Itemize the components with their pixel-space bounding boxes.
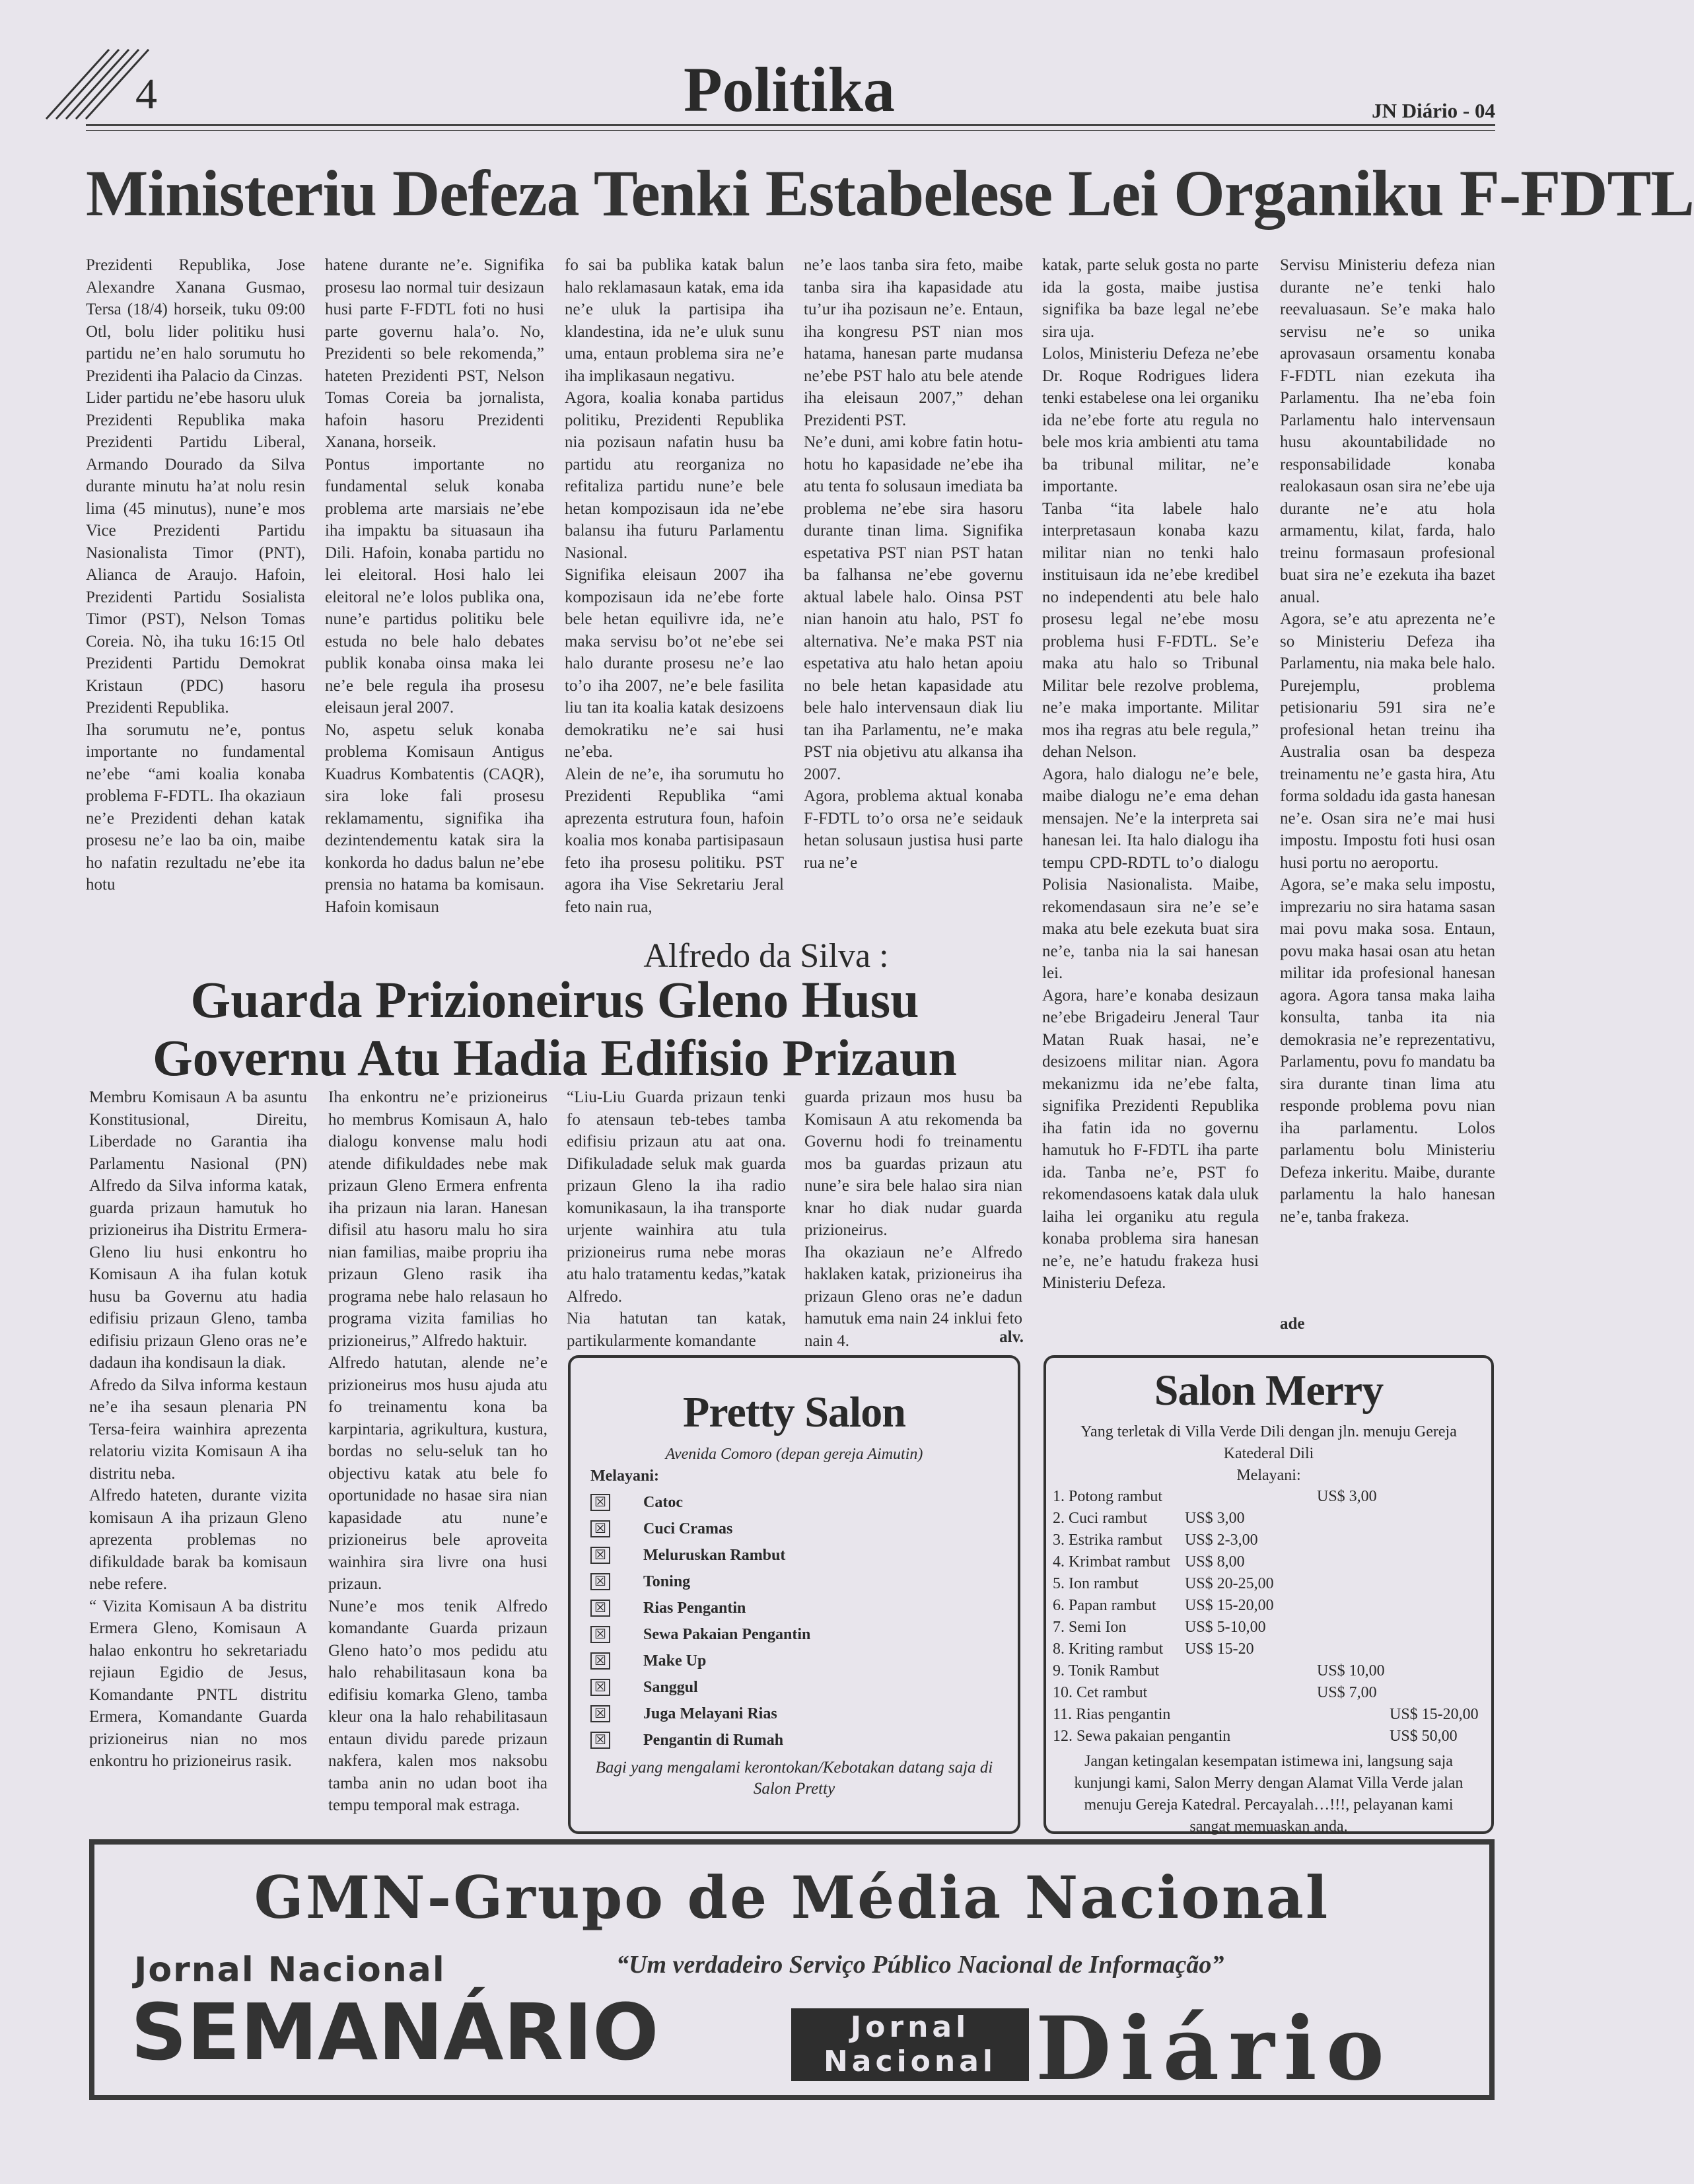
paragraph: Pontus importante no fundamental seluk konaba problema arte marsiais ne’ebe iha impaktu ba situasaun iha Dili. Hafoin, konaba partidu no lei eleitoral. Hosi halo lei eleitoral ne’e lolos publika ona, nune’e partidus politiku bele estuda no bele halo debates publik konaba oinsa maka lei ne’e bele regula iha prosesu eleisaun jeral 2007.: [325, 455, 544, 717]
paragraph: ne’e laos tanba sira feto, maibe tanba sira iha kapasidade atu tu’ur iha pozisaun ne’e. Entaun, iha kongresu PST nian mos hatama, hanesan parte mudansa ne’ebe PST halo atu bele atende iha eleisaun 2007,” dehan Prezidenti PST.: [804, 256, 1023, 429]
checkbox-icon: ☒: [590, 1573, 610, 1590]
service-name: 10. Cet rambut: [1053, 1684, 1148, 1701]
service-label: Make Up: [643, 1652, 707, 1670]
service-item: [590, 1568, 1018, 1595]
paragraph: Prezidenti Republika, Jose Alexandre Xanana Gusmao, Tersa (18/4) horseik, tuku 09:00 Otl, bolu lider politiku husi partidu ne’en halo sorumutu ho Prezidenti iha Palacio da Cinzas.: [86, 256, 305, 385]
pretty-salon-title: Pretty Salon: [683, 1388, 905, 1436]
pretty-salon-ad: [568, 1355, 1020, 1834]
service-price: US$ 15-20: [1185, 1640, 1254, 1658]
article-column-1: [86, 254, 305, 941]
paragraph: Nune’e mos tenik Alfredo komandante Guarda prizaun Gleno hato’o mos pedidu atu halo rehabilitasaun kona ba edifisiu komarka Gleno, tamba kleur ona la halo rehabilitasaun entaun dividu parede prizaun nakfera, kalen mos naksobu tamba anin no udan boot iha tempu temporal mak estraga.: [328, 1597, 547, 1814]
service-label: Catoc: [643, 1493, 683, 1511]
header-rule-thin: [86, 130, 1495, 131]
paragraph: Agora, koalia konaba partidus politiku, Prezidenti Republika nia pozisaun nafatin husu ba partidu atu reorganiza no refitaliza partidu nune’e bele hetan kompozisaun ida ne’ebe balansu iha futuru Parlamentu Nasional.: [565, 389, 784, 562]
service-label: Juga Melayani Rias: [643, 1705, 777, 1722]
price-row: [1053, 1488, 1491, 1510]
service-name: 4. Krimbat rambut: [1053, 1553, 1170, 1570]
paragraph: “Liu-Liu Guarda prizaun tenki fo atensaun teb-tebes tamba edifisiu prizaun atu aat ona. Difikuladade seluk mak guarda prizaun Gleno la iha radio komunikasaun, la iha transporte urjente wainhira atu tula prizioneirus ruma nebe moras atu halo tratamentu kedas,”katak Alfredo.: [567, 1088, 786, 1306]
service-name: 8. Kriting rambut: [1053, 1640, 1164, 1658]
paragraph: Alfredo hateten, durante vizita komisaun A iha prizaun Gleno aprezenta problemas no difikuldade barak ba komisaun nebe refere.: [89, 1487, 307, 1593]
checkbox-icon: ☒: [590, 1494, 610, 1511]
paragraph: Alfredo hatutan, alende ne’e prizioneirus mos husu ajuda atu fo treinamentu kona ba karpintaria, agrikultura, kustura, bordas no selu-seluk tan ho objectivu katak atu bele fo oportunidade no hasae sira nian kapasidade atu nune’e prizioneirus bele aproveita wainhira sira livre ona husi prizaun.: [328, 1354, 547, 1593]
service-label: Sewa Pakaian Pengantin: [643, 1625, 811, 1643]
service-name: 6. Papan rambut: [1053, 1597, 1156, 1614]
paragraph: Agora, halo dialogu ne’e bele, maibe dialogu ne’e ema dehan mensajen. Ne’e la interpreta sai hanesan lei. Ita halo dialogu iha tempu CPD-RDTL to’o dialogu Polisia Nasionalista. Maibe, rekomendasaun sira ne’e se’e maka atu bele ezekuta buat sira ne’e, tanba nia la sai hanesan lei.: [1042, 765, 1259, 982]
salon-merry-services-heading: Melayani:: [1236, 1467, 1301, 1484]
salon-merry-footer: Jangan ketingalan kesempatan istimewa ini, langsung saja kunjungi kami, Salon Merry dengan Alamat Villa Verde jalan menuju Gereja Katedral. Percayalah…!!!, pelayanan kami sangat memuaskan anda.: [1074, 1753, 1464, 1835]
paragraph: Lider partidu ne’ebe hasoru uluk Prezidenti Republika maka Prezidenti Partidu Liberal, Armando Dourado da Silva durante minutu ha’at nolu resin lima (45 minutus), nune’e mos Vice Prezidenti Partidu Nasionalista Timor (PNT), Alianca de Araujo. Hafoin, Prezidenti Partidu Sosialista Timor (PST), Nelson Tomas Coreia. Nò, iha tuku 16:15 Otl Prezidenti Partidu Demokrat Kristaun (PDC) hasoru Prezidenti Republika.: [86, 389, 305, 717]
service-label: Meluruskan Rambut: [643, 1546, 786, 1564]
service-item: [590, 1516, 1018, 1542]
diario-logo: Diário: [1036, 1998, 1394, 2100]
service-price: US$ 5-10,00: [1185, 1619, 1266, 1636]
article2-headline: Guarda Prizioneirus Gleno Husu Governu Atu Hadia Edifisio Prizaun: [153, 971, 957, 1086]
service-item: [590, 1648, 1018, 1674]
paragraph: Agora, se’e maka selu impostu, imprezariu no sira hatama sasan mai povu maka sosa. Entaun, povu maka hasai osan atu hetan militar ida profesional hanesan agora. Agora tansa maka laiha konsulta, tanba ita nia demokrasia ne’e reprezentativu, Parlamentu, povu fo mandatu ba sira durante tinan lima atu responde problema povu nian iha parlamentu. Lolos parlamentu bolu Ministeriu Defeza inkeritu. Maibe, durante parlamentu la halo hanesan ne’e, tanba frakeza.: [1280, 876, 1495, 1226]
page-reference: JN Diário - 04: [1372, 99, 1495, 122]
header-rule: [86, 124, 1495, 126]
service-label: Cuci Cramas: [643, 1520, 733, 1537]
price-row: [1053, 1532, 1491, 1553]
pretty-salon-services: [590, 1489, 1018, 1753]
article2-byline: alv.: [999, 1328, 1024, 1346]
paragraph: fo sai ba publika katak balun halo reklamasaun katak, ema ida ne’e uluk la partisipa iha klandestina, ida ne’e uluk sunu uma, entaun problema sira ne’e iha implikasaun negativu.: [565, 256, 784, 385]
pretty-salon-address: Avenida Comoro (depan gereja Aimutin): [665, 1446, 923, 1463]
badge-line-2: Nacional: [823, 2045, 997, 2078]
salon-merry-ad: [1043, 1355, 1494, 1834]
service-price: US$ 3,00: [1317, 1488, 1377, 1505]
paragraph: Lolos, Ministeriu Defeza ne’ebe Dr. Roque Rodrigues lidera tenki estabelese ona lei organiku ida ne’ebe forte atu regula no bele mos kria ambienti atu tama ba tribunal militar, ne’e importante.: [1042, 345, 1259, 495]
service-name: 12. Sewa pakaian pengantin: [1053, 1728, 1231, 1745]
price-row: [1053, 1684, 1491, 1706]
page-number: 4: [135, 70, 157, 118]
service-name: 7. Semi Ion: [1053, 1619, 1127, 1636]
paragraph: katak, parte seluk gosta no parte ida la gosta, maibe justisa signifika ba baze legal ne’ebe sira uja.: [1042, 256, 1259, 341]
service-price: US$ 15-20,00: [1185, 1597, 1274, 1614]
price-row: [1053, 1662, 1491, 1684]
price-row: [1053, 1619, 1491, 1640]
salon-merry-address: Yang terletak di Villa Verde Dili dengan jln. menuju Gereja Katederal Dili: [1080, 1423, 1457, 1462]
paragraph: Afredo da Silva informa kestaun ne’e iha sesaun plenaria PN Tersa-feira wainhira aprezenta relatoriu vizita Komisaun A iha distritu neba.: [89, 1376, 307, 1483]
paragraph: Alein de ne’e, iha sorumutu ho Prezidenti Republika “ami aprezenta estrutura foun, hafoin koalia mos konaba partisipasaun feto iha prosesu politiku. PST agora iha Vise Sekretariu Jeral feto nain rua,: [565, 765, 784, 916]
service-item: [590, 1701, 1018, 1727]
paragraph: Iha enkontru ne’e prizioneirus ho membrus Komisaun A, halo dialogu konvense malu hodi atende difikuldades nebe mak prizaun Gleno Ermera enfrenta iha prizaun nia laran. Hanesan difisil atu hasoru malu ho sira nian familias, maibe propriu iha prizaun Gleno rasik iha programa nebe halo relasaun ho programa vizita familias ho prizioneirus,” Alfredo haktuir.: [328, 1088, 547, 1350]
article-column-2: [325, 254, 544, 941]
jornal-nacional-label: Jornal Nacional: [134, 1950, 446, 1990]
paragraph: No, aspetu seluk konaba problema Komisaun Antigus Kuadrus Kombatentis (CAQR), sira loke fali prosesu reklamamentu, signifika iha dezintendementu katak sira la konkorda ho dadus balun ne’ebe prensia no hatama ba komisaun. Hafoin komisaun: [325, 721, 544, 916]
article2-column-3: [567, 1086, 786, 1351]
service-label: Toning: [643, 1572, 691, 1590]
service-name: 2. Cuci rambut: [1053, 1510, 1148, 1527]
article2-kicker: Alfredo da Silva :: [643, 937, 889, 975]
paragraph: Tanba “ita labele halo interpretasaun konaba kazu militar nian no tenki halo instituisaun ida ne’ebe kredibel no independenti atu bele halo prosesu legal ne’ebe mosu problema husi F-FDTL. Se’e maka atu halo so Tribunal Militar bele rezolve problema, ne’e maka importante. Militar mos iha regras atu bele regula,” dehan Nelson.: [1042, 499, 1259, 761]
article-column-3: [565, 254, 784, 941]
article-byline: ade: [1280, 1315, 1305, 1333]
gmn-banner: [89, 1839, 1495, 2100]
checkbox-icon: ☒: [590, 1705, 610, 1722]
service-price: US$ 15-20,00: [1390, 1706, 1479, 1723]
article2-column-1: [89, 1086, 307, 1839]
service-price: US$ 10,00: [1317, 1662, 1385, 1679]
semanario-logo: SEMANÁRIO: [131, 1987, 659, 2078]
checkbox-icon: ☒: [590, 1626, 610, 1643]
pretty-salon-services-heading: Melayani:: [590, 1467, 659, 1485]
badge-line-1: Jornal: [850, 2010, 970, 2044]
service-item: [590, 1542, 1018, 1568]
paragraph: Signifika eleisaun 2007 iha kompozisaun ida ne’ebe forte bele hetan equilivre ida, ne’e maka servisu bo’ot ne’ebe sei halo durante prosesu ne’e lao to’o iha 2007, ne’e bele fasilita liu tan ita koalia katak desizoens demokratiku ne’e sai husi ne’eba.: [565, 566, 784, 761]
paragraph: guarda prizaun mos husu ba Komisaun A atu rekomenda ba Governu hodi fo treinamentu mos ba guardas prizaun atu nune’e sira bele halao sira nian knar ho diak nudar guarda prizioneirus.: [804, 1088, 1022, 1239]
service-price: US$ 7,00: [1317, 1684, 1377, 1701]
price-row: [1053, 1575, 1491, 1597]
price-row: [1053, 1706, 1491, 1728]
section-title: Politika: [684, 54, 896, 125]
checkbox-icon: ☒: [590, 1547, 610, 1564]
service-name: 9. Tonik Rambut: [1053, 1662, 1160, 1679]
paragraph: Agora, se’e atu aprezenta ne’e so Ministeriu Defeza iha Parlamentu, nia maka bele halo. Purejemplu, problema petisionariu 591 sira ne’e profesional hetan treinu iha Australia osan ba despeza treinamentu ne’e gasta hira, Atu forma soldadu ida gasta hanesan ne’e. Osan sira ne’e mai husi impostu. Impostu foti husi osan husi portu no aeroportu.: [1280, 610, 1495, 872]
salon-merry-title: Salon Merry: [1154, 1366, 1384, 1415]
price-row: [1053, 1728, 1491, 1749]
service-price: US$ 8,00: [1185, 1553, 1245, 1570]
jornal-nacional-badge: [791, 2008, 1029, 2081]
price-row: [1053, 1640, 1491, 1662]
price-row: [1053, 1597, 1491, 1619]
service-price: US$ 20-25,00: [1185, 1575, 1274, 1592]
paragraph: “ Vizita Komisaun A ba distritu Ermera Gleno, Komisaun A halao enkontru ho sekretariadu rejiaun Egidio de Jesus, Komandante PNTL distritu Ermera, Komandante Guarda prizioneirus nian no mos enkontru ho prizioneirus rasik.: [89, 1597, 307, 1770]
article-column-5: [1042, 254, 1259, 1337]
paragraph: Iha sorumutu ne’e, pontus importante no fundamental ne’ebe “ami koalia konaba problema F-FDTL. Iha okaziaun ne’e Prezidenti dehan katak prosesu ne’e lao ba oin, maibe ho nafatin rezultadu ne’ebe ita hotu: [86, 721, 305, 894]
article-column-4: [804, 254, 1023, 941]
service-item: [590, 1595, 1018, 1621]
checkbox-icon: ☒: [590, 1732, 610, 1749]
banner-slogan: “Um verdadeiro Serviço Público Nacional de Informação”: [616, 1951, 1224, 1979]
price-row: [1053, 1510, 1491, 1532]
service-price: US$ 2-3,00: [1185, 1532, 1258, 1549]
checkbox-icon: ☒: [590, 1679, 610, 1696]
paragraph: Agora, hare’e konaba desizaun ne’ebe Brigadeiru Jeneral Taur Matan Ruak hasai, ne’e desizoens militar nian. Agora mekanizmu ida ne’ebe falta, signifika Prezidenti Republika iha fatin ida no governu hamutuk ho F-FDTL iha parte ida. Tanba ne’e, PST fo rekomendasoens katak dala uluk laiha lei organiku atu regula konaba problema sira hanesan ne’e, ne’e hatudu frakeza husi Ministeriu Defeza.: [1042, 986, 1259, 1292]
paragraph: Iha okaziaun ne’e Alfredo haklaken katak, prizioneirus iha prizaun Gleno oras ne’e dadun hamutuk ema nain 24 inklui feto nain 4.: [804, 1243, 1022, 1350]
service-name: 5. Ion rambut: [1053, 1575, 1139, 1592]
paragraph: Agora, problema aktual konaba F-FDTL to’o orsa ne’e seidauk hetan solusaun justisa husi parte rua ne’e: [804, 787, 1023, 872]
article2-column-2: [328, 1086, 547, 1839]
paragraph: hatene durante ne’e. Signifika prosesu lao normal tuir desizaun husi parte F-FDTL foti no husi parte governu hala’o. No, Prezidenti so bele rekomenda,” hateten Prezidenti PST, Nelson Tomas Coreia ba jornalista, hafoin hasoru Prezidenti Xanana, horseik.: [325, 256, 544, 451]
checkbox-icon: ☒: [590, 1652, 610, 1670]
service-item: [590, 1674, 1018, 1701]
checkbox-icon: ☒: [590, 1520, 610, 1537]
service-name: 3. Estrika rambut: [1053, 1532, 1162, 1549]
service-item: [590, 1727, 1018, 1753]
article-headline: Ministeriu Defeza Tenki Estabelese Lei Organiku F-FDTL: [86, 157, 1694, 230]
paragraph: Ne’e duni, ami kobre fatin hotu-hotu ho kapasidade ne’ebe iha atu tenta fo solusaun imediata ba problema ne’ebe sira hasoru durante tinan lima. Signifika espetativa PST nian PST hatan ba falhansa ne’ebe governu aktual labele halo. Oinsa PST nian hanoin atu halo, PST fo alternativa. Ne’e maka PST nia espetativa atu halo hetan apoiu no bele hetan kapasidade atu bele halo intervensaun diak liu tan iha Parlamentu, ne’e maka PST nia objetivu atu alkansa iha 2007.: [804, 433, 1023, 783]
paragraph: Servisu Ministeriu defeza nian durante ne’e tenki halo reevaluasaun. Se’e maka halo servisu ne’e so unika aprovasaun orsamentu konaba F-FDTL nian ezekuta iha Parlamentu. Iha ne’eba foin Parlamentu halo intervensaun husu akountabilidade no responsabilidade konaba realokasaun osan sira ne’ebe uja durante ne’e atu hola armamentu, kilat, farda, halo treinu formasaun profesional buat sira ne’e ezekuta iha bazet anual.: [1280, 256, 1495, 606]
paragraph: Nia hatutan tan katak, partikularmente komandante: [567, 1310, 786, 1350]
service-name: 1. Potong rambut: [1053, 1488, 1162, 1505]
paragraph: Membru Komisaun A ba asuntu Konstitusional, Direitu, Liberdade no Garantia iha Parlamentu Nasional (PN) Alfredo da Silva informa katak, guarda prizaun hamutuk ho prizioneirus iha Distritu Ermera-Gleno liu husi enkontru ho Komisaun A iha fulan kotuk husu ba Governu atu hadia edifisiu prizaun Gleno, tamba edifisiu prizaun Gleno oras ne’e dadaun iha kondisaun la diak.: [89, 1088, 307, 1372]
service-label: Pengantin di Rumah: [643, 1731, 784, 1749]
service-name: 11. Rias pengantin: [1053, 1706, 1171, 1723]
gmn-title: GMN-Grupo de Média Nacional: [254, 1863, 1330, 1932]
service-price: US$ 3,00: [1185, 1510, 1245, 1527]
service-label: Sanggul: [643, 1678, 698, 1696]
checkbox-icon: ☒: [590, 1600, 610, 1617]
salon-merry-services: [1053, 1488, 1491, 1749]
pretty-salon-footer: Bagi yang mengalami kerontokan/Kebotakan datang saja di Salon Pretty: [595, 1759, 993, 1798]
service-item: [590, 1621, 1018, 1648]
service-price: US$ 50,00: [1390, 1728, 1458, 1745]
price-row: [1053, 1553, 1491, 1575]
service-item: [590, 1489, 1018, 1516]
service-label: Rias Pengantin: [643, 1599, 746, 1617]
article-column-6: [1280, 254, 1495, 1311]
